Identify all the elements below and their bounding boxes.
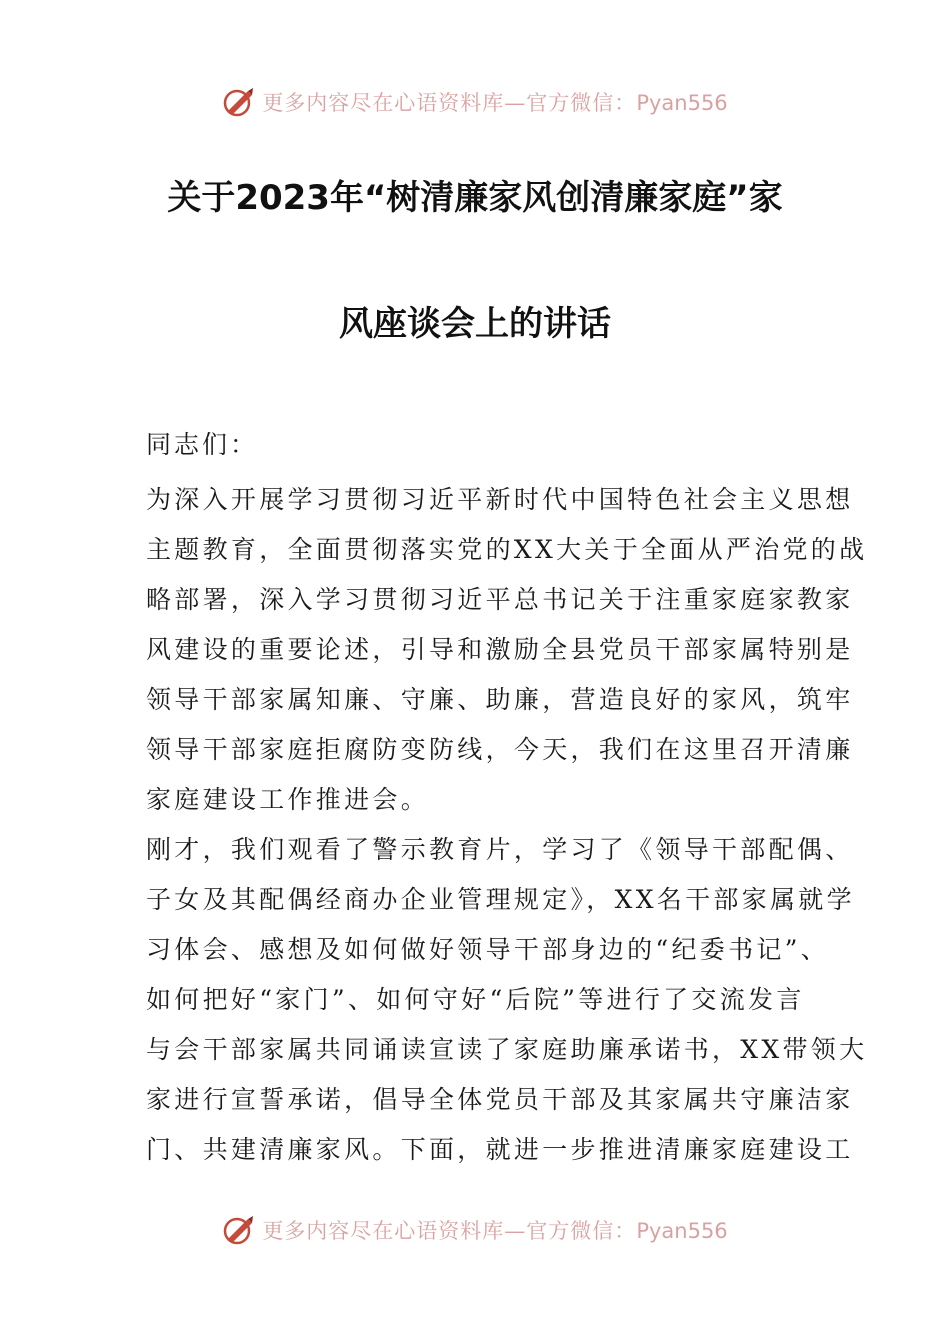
text-line: 如何把好“家门”、如何守好“后院”等进行了交流发言 [146,985,805,1014]
text-line: 略部署，深入学习贯彻习近平总书记关于注重家庭家教家 [146,585,854,614]
document-title-line-2: 风座谈会上的讲话 [339,304,611,344]
text-line: 家庭建设工作推进会。 [146,785,430,814]
text-line: 门、共建清廉家风。下面，就进一步推进清廉家庭建设工 [146,1135,854,1164]
paragraph-1 [146,475,868,825]
text-line: 与会干部家属共同诵读宣读了家庭助廉承诺书，XX带领大 [146,1035,868,1064]
text-line: 习体会、感想及如何做好领导干部身边的“纪委书记”、 [146,935,830,964]
watermark-footer [0,1210,950,1250]
text-line: 家进行宣誓承诺，倡导全体党员干部及其家属共守廉洁家 [146,1085,854,1114]
pen-logo-icon [222,85,256,119]
pen-logo-icon [222,1213,256,1247]
text-line: 领导干部家庭拒腐防变防线，今天，我们在这里召开清廉 [146,735,854,764]
text-line: 刚才，我们观看了警示教育片，学习了《领导干部配偶、 [146,835,854,864]
paragraph-2 [146,825,868,1175]
text-line: 领导干部家属知廉、守廉、助廉，营造良好的家风，筑牢 [146,685,854,714]
salutation: 同志们： [146,430,259,459]
watermark-text: 更多内容尽在心语资料库—官方微信：Pyan556 [262,91,728,115]
watermark-header [0,82,950,122]
text-line: 子女及其配偶经商办企业管理规定》，XX名干部家属就学 [146,885,855,914]
text-line: 主题教育，全面贯彻落实党的XX大关于全面从严治党的战 [146,535,868,564]
watermark-text: 更多内容尽在心语资料库—官方微信：Pyan556 [262,1219,728,1243]
text-line: 为深入开展学习贯彻习近平新时代中国特色社会主义思想 [146,485,854,514]
document-title-line-1: 关于2023年“树清廉家风创清廉家庭”家 [167,178,783,218]
text-line: 风建设的重要论述，引导和激励全县党员干部家属特别是 [146,635,854,664]
